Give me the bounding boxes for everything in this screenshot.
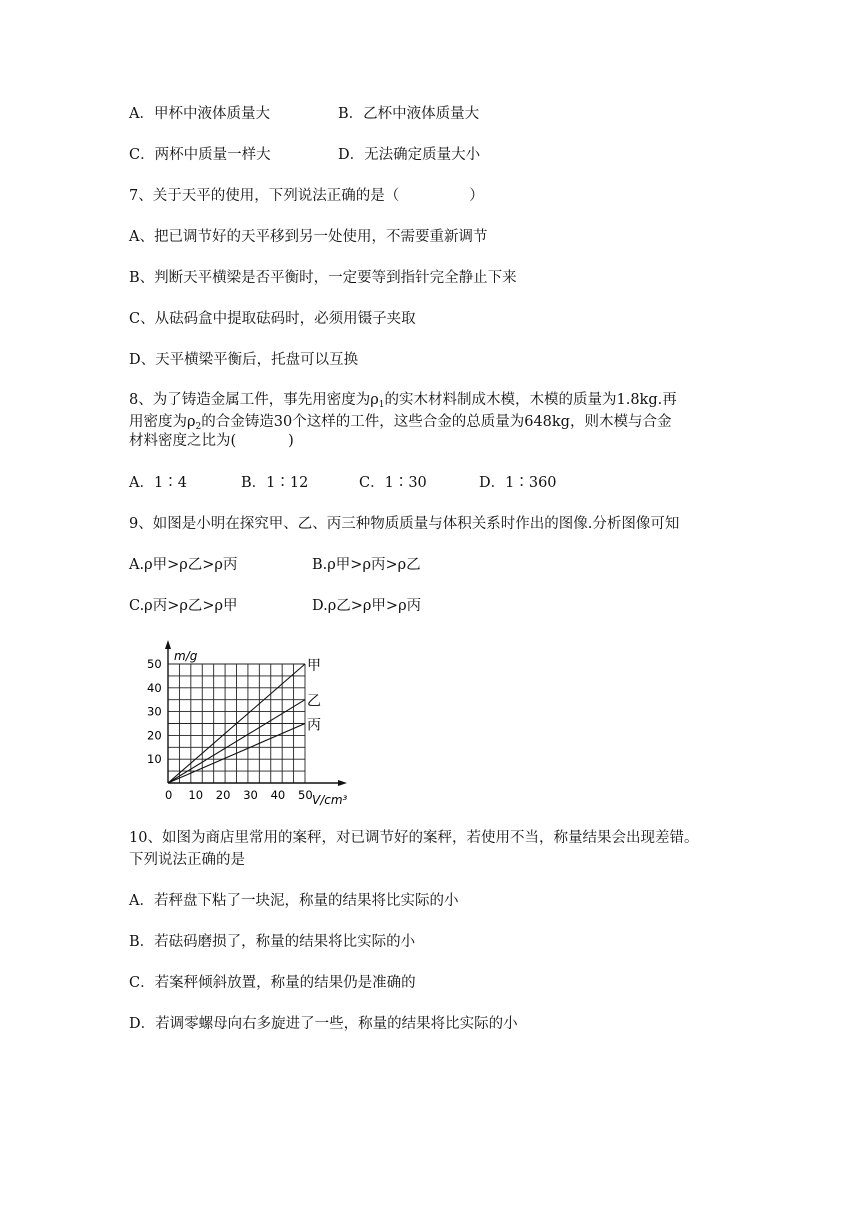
rho-symbol: ρ [187, 414, 196, 430]
y-tick-label: 20 [147, 728, 162, 743]
q8-text: 材料密度之比为( [129, 433, 237, 449]
q10-stem-line1: 10、如图为商店里常用的案秤，对已调节好的案秤，若使用不当，称量结果会出现差错。 [129, 830, 699, 846]
q7-stem-text: 7、关于天平的使用，下列说法正确的是（ [129, 188, 400, 204]
q7-stem [129, 186, 484, 206]
q6-option-a: A．甲杯中液体质量大 [129, 106, 270, 122]
q8-option-d: D．1∶360 [479, 475, 557, 491]
q8-stem-line3 [129, 431, 294, 451]
q8-option-b: B．1∶12 [241, 475, 309, 491]
series-label: 甲 [307, 658, 321, 674]
q9-option-b: B.ρ甲>ρ丙>ρ乙 [312, 557, 421, 573]
y-tick-label: 50 [147, 657, 162, 671]
q10-option-d: D．若调零螺母向右多旋进了一些，称量的结果将比实际的小 [129, 1016, 518, 1032]
q6-option-c: C．两杯中质量一样大 [129, 147, 271, 163]
x-axis-label: V/cm³ [312, 793, 348, 807]
x-tick-label: 10 [188, 788, 204, 802]
q8-count: 30 [273, 414, 293, 430]
q10-option-b: B．若砝码磨损了，称量的结果将比实际的小 [129, 934, 416, 950]
q6-option-d: D．无法确定质量大小 [338, 147, 481, 163]
q9-option-a: A.ρ甲>ρ乙>ρ丙 [129, 557, 238, 573]
q8-text: 8、为了铸造金属工件，事先用密度为 [129, 392, 371, 408]
q10-option-c: C．若案秤倾斜放置，称量的结果仍是准确的 [129, 975, 416, 991]
x-tick-label: 50 [298, 788, 313, 802]
rho-symbol: ρ [370, 392, 379, 408]
y-tick-label: 10 [147, 752, 162, 767]
x-axis-arrow [338, 780, 347, 786]
x-tick-label: 30 [243, 788, 258, 802]
q9-option-d: D.ρ乙>ρ甲>ρ丙 [312, 598, 422, 614]
x-tick-label: 40 [270, 788, 286, 802]
q8-text: 用密度为 [129, 414, 187, 430]
q7-stem-close: ） [469, 188, 484, 204]
q8-option-a: A．1∶4 [129, 475, 187, 491]
x-tick-label: 0 [165, 788, 173, 802]
q8-text: 的合金铸造 [201, 414, 274, 430]
q7-option-c: C、从砝码盒中提取砝码时，必须用镊子夹取 [129, 311, 416, 327]
q7-option-a: A、把已调节好的天平移到另一处使用，不需要重新调节 [129, 229, 488, 245]
q10-option-a: A．若秤盘下粘了一块泥，称量的结果将比实际的小 [129, 893, 459, 909]
rho-subscript: 1 [378, 400, 385, 410]
mass-volume-chart [140, 636, 370, 816]
q7-option-b: B、判断天平横梁是否平衡时，一定要等到指针完全静止下来 [129, 270, 517, 286]
q8-text: 的实木材料制成木模，木模的质量为 [384, 392, 617, 408]
y-tick-label: 30 [147, 704, 162, 719]
q8-option-c: C．1∶30 [359, 475, 427, 491]
q8-mass: 1.8kg. [616, 392, 663, 408]
series-label: 乙 [307, 693, 321, 710]
q8-text: ) [288, 433, 294, 449]
q8-total: 648kg [524, 414, 570, 430]
q8-text: 再 [662, 392, 677, 408]
q7-option-d: D、天平横梁平衡后，托盘可以互换 [129, 352, 359, 368]
q9-option-c: C.ρ丙>ρ乙>ρ甲 [129, 598, 238, 614]
rho-subscript: 2 [195, 422, 202, 432]
q9-stem: 9、如图是小明在探究甲、乙、丙三种物质质量与体积关系时作出的图像.分析图像可知 [129, 516, 680, 532]
y-tick-label: 40 [147, 680, 162, 695]
y-axis-label: m/g [174, 649, 198, 663]
series-label: 丙 [307, 717, 321, 734]
q8-text: 个这样的工件，这些合金的总质量为 [292, 414, 525, 430]
q8-text: ，则木模与合金 [569, 414, 672, 430]
q10-stem-line2: 下列说法正确的是 [129, 852, 245, 868]
y-axis-arrow [165, 640, 171, 649]
x-tick-label: 20 [215, 788, 231, 802]
q6-option-b: B．乙杯中液体质量大 [338, 106, 480, 122]
